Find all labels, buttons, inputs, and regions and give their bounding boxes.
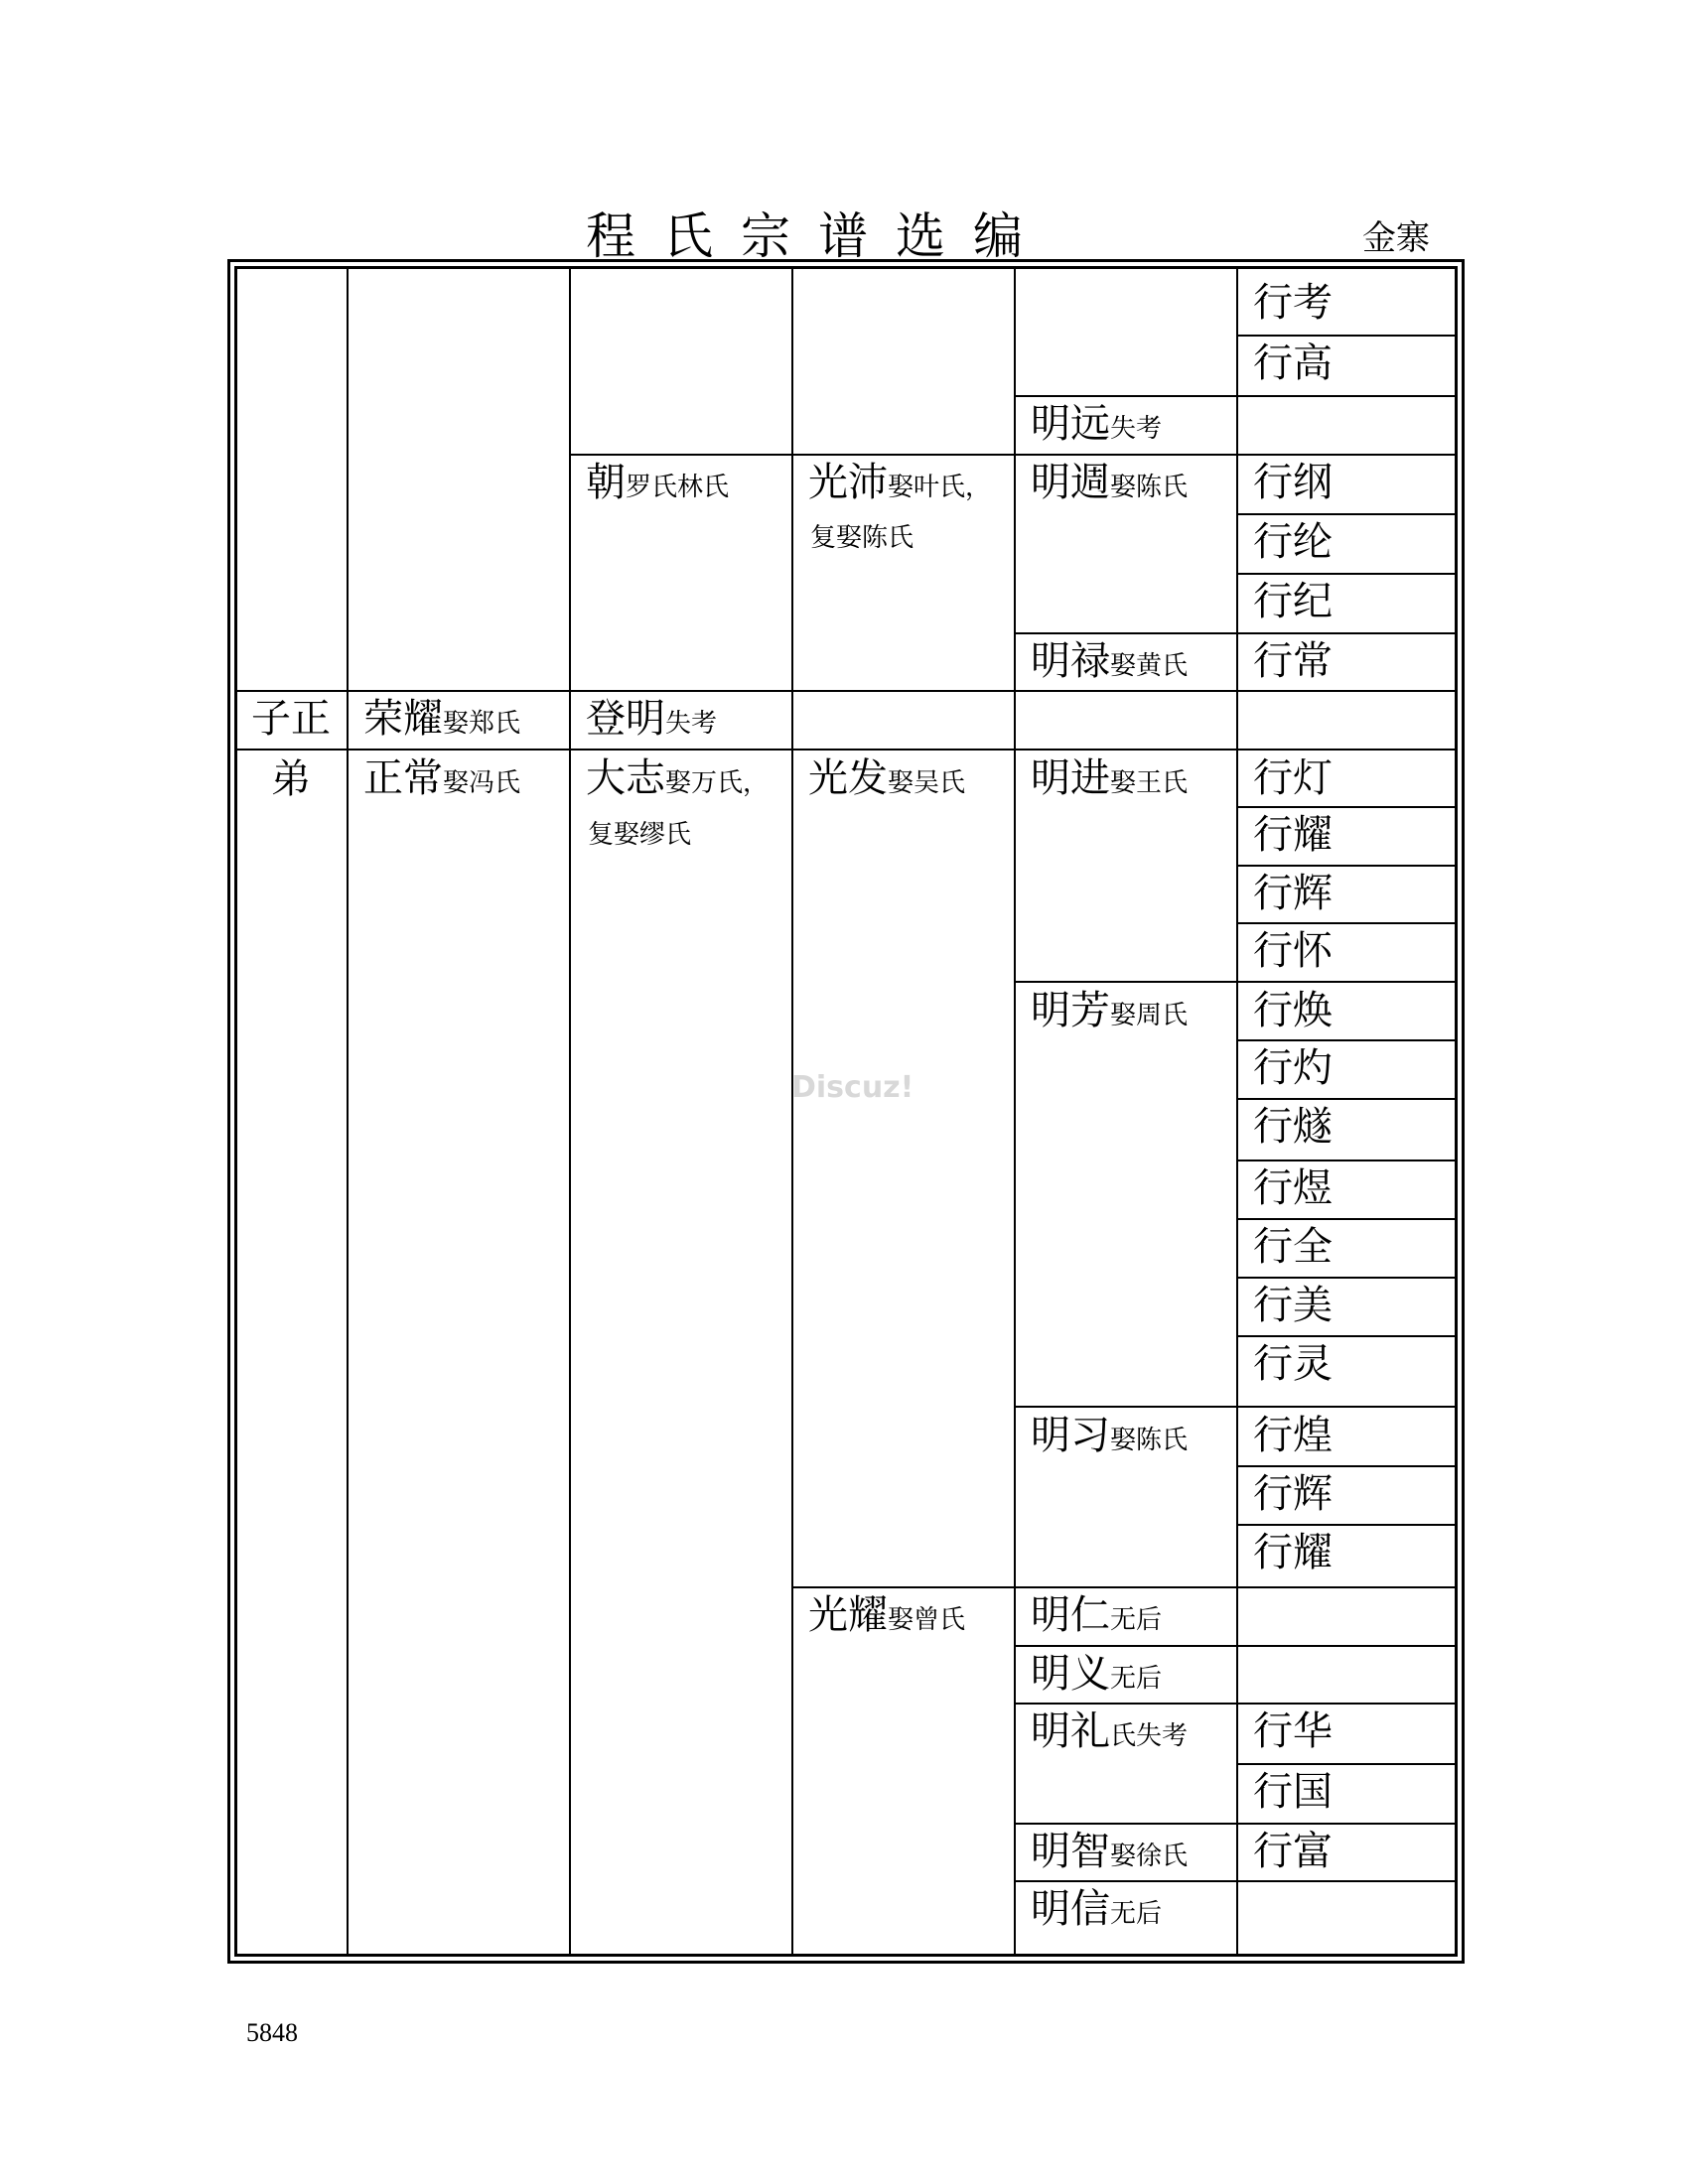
row-divider	[1014, 1406, 1455, 1408]
genealogy-entry	[363, 755, 521, 801]
row-divider	[1014, 1823, 1455, 1825]
entry-name: 明远	[1031, 401, 1110, 447]
grandchild-name: 行高	[1253, 341, 1333, 386]
entry-note: 娶郑氏	[443, 709, 521, 739]
page-subtitle: 金寨	[1362, 218, 1430, 258]
entry-name: 明习	[1031, 1413, 1110, 1458]
column-divider	[347, 269, 349, 1954]
entry-name: 明信	[1031, 1886, 1110, 1932]
genealogy-entry	[808, 460, 992, 505]
entry-name: 大志	[586, 755, 665, 801]
row-divider	[1236, 806, 1455, 808]
grandchild-name: 行考	[1253, 280, 1333, 326]
grandchild-name: 行灵	[1253, 1341, 1333, 1387]
row-divider	[1236, 1763, 1455, 1765]
row-divider	[791, 1586, 1455, 1588]
row-divider	[1014, 981, 1455, 983]
genealogy-entry	[1031, 1592, 1163, 1638]
genealogy-entry	[808, 1592, 966, 1638]
entry-name: 明芳	[1031, 988, 1110, 1033]
grandchild-name: 行常	[1253, 638, 1333, 684]
row-divider	[237, 690, 1455, 692]
grandchild-name: 行煌	[1253, 1413, 1333, 1458]
row-divider	[1014, 632, 1455, 634]
row-divider	[1236, 1335, 1455, 1337]
entry-name: 明礼	[1031, 1708, 1110, 1754]
genealogy-entry	[1031, 1708, 1189, 1754]
row-divider	[1236, 573, 1455, 575]
column-divider	[1236, 269, 1238, 1954]
row-divider	[1236, 1277, 1455, 1279]
entry-name: 朝	[586, 460, 626, 505]
row-divider	[1236, 1524, 1455, 1526]
row-divider	[1236, 513, 1455, 515]
grandchild-name: 行耀	[1253, 812, 1333, 858]
grandchild-name: 行辉	[1253, 1471, 1333, 1517]
row-divider	[1236, 1039, 1455, 1041]
entry-note: 失考	[1110, 414, 1163, 444]
genealogy-entry	[1031, 401, 1163, 447]
column-divider	[791, 269, 793, 1954]
row-divider	[1236, 1160, 1455, 1161]
genealogy-entry	[1031, 638, 1189, 684]
row-divider	[1236, 1098, 1455, 1100]
entry-name: 正常	[363, 755, 443, 801]
row-divider	[1236, 865, 1455, 867]
entry-note: 娶陈氏	[1110, 473, 1189, 502]
entry-note: 氏失考	[1110, 1721, 1189, 1751]
grandchild-name: 行富	[1253, 1829, 1333, 1874]
entry-note: 娶周氏	[1110, 1001, 1189, 1030]
entry-note-line2: 复娶陈氏	[810, 523, 914, 553]
row-divider	[1236, 922, 1455, 924]
grandchild-name: 行美	[1253, 1283, 1333, 1328]
entry-name: 光发	[808, 755, 888, 801]
entry-note: 娶王氏	[1110, 768, 1189, 798]
genealogy-entry	[1031, 1829, 1189, 1874]
genealogy-entry	[1031, 755, 1189, 801]
entry-note: 娶陈氏	[1110, 1426, 1189, 1455]
col1-label: 子正	[251, 696, 331, 742]
entry-name: 荣耀	[363, 696, 443, 742]
genealogy-entry	[1031, 1413, 1189, 1458]
page-number: 5848	[246, 2018, 298, 2047]
entry-name: 明仁	[1031, 1592, 1110, 1638]
entry-name: 明智	[1031, 1829, 1110, 1874]
entry-note: 娶曾氏	[888, 1605, 966, 1635]
entry-name: 登明	[586, 696, 665, 742]
row-divider	[1014, 1880, 1455, 1882]
row-divider	[1014, 1645, 1455, 1647]
entry-name: 明週	[1031, 460, 1110, 505]
entry-note: 娶冯氏	[443, 768, 521, 798]
genealogy-entry	[1031, 988, 1189, 1033]
genealogy-entry	[586, 696, 718, 742]
col1-label: 弟	[271, 756, 311, 802]
genealogy-entry	[808, 755, 966, 801]
grandchild-name: 行纶	[1253, 519, 1333, 565]
grandchild-name: 行耀	[1253, 1530, 1333, 1575]
column-divider	[569, 269, 571, 1954]
page-title: 程氏宗谱选编	[586, 207, 1051, 265]
grandchild-name: 行燧	[1253, 1104, 1333, 1150]
grandchild-name: 行辉	[1253, 871, 1333, 916]
entry-name: 光沛	[808, 460, 888, 505]
entry-note-line2: 复娶缪氏	[588, 820, 692, 850]
row-divider	[237, 749, 1455, 751]
entry-name: 光耀	[808, 1592, 888, 1638]
row-divider	[1014, 1703, 1455, 1705]
row-divider	[1236, 1218, 1455, 1220]
grandchild-name: 行怀	[1253, 928, 1333, 974]
entry-note: 无后	[1110, 1605, 1163, 1635]
entry-name: 明禄	[1031, 638, 1110, 684]
grandchild-name: 行国	[1253, 1769, 1333, 1815]
entry-note: 失考	[665, 709, 718, 739]
entry-note: 娶徐氏	[1110, 1842, 1189, 1871]
entry-name: 明进	[1031, 755, 1110, 801]
column-divider	[1014, 269, 1016, 1954]
grandchild-name: 行煜	[1253, 1165, 1333, 1211]
genealogy-entry	[1031, 1886, 1163, 1932]
watermark: Discuz!	[791, 1070, 914, 1105]
entry-note: 罗氏林氏	[626, 473, 730, 502]
grandchild-name: 行纲	[1253, 460, 1333, 505]
row-divider	[1014, 395, 1455, 397]
row-divider	[1236, 1465, 1455, 1467]
genealogy-entry	[363, 696, 521, 742]
grandchild-name: 行灼	[1253, 1045, 1333, 1091]
genealogy-entry	[1031, 460, 1189, 505]
entry-note: 无后	[1110, 1899, 1163, 1929]
entry-name: 明义	[1031, 1651, 1110, 1697]
genealogy-entry	[1031, 1651, 1163, 1697]
row-divider	[1236, 335, 1455, 337]
entry-note: 娶黄氏	[1110, 651, 1189, 681]
entry-note: 无后	[1110, 1664, 1163, 1694]
entry-note: 娶叶氏，	[888, 473, 992, 502]
grandchild-name: 行焕	[1253, 988, 1333, 1033]
genealogy-entry	[586, 755, 770, 801]
entry-note: 娶吴氏	[888, 768, 966, 798]
grandchild-name: 行纪	[1253, 579, 1333, 624]
genealogy-entry	[586, 460, 730, 505]
row-divider	[569, 454, 1455, 456]
entry-note: 娶万氏，	[665, 768, 770, 798]
grandchild-name: 行灯	[1253, 755, 1333, 801]
grandchild-name: 行华	[1253, 1708, 1333, 1754]
grandchild-name: 行全	[1253, 1224, 1333, 1270]
